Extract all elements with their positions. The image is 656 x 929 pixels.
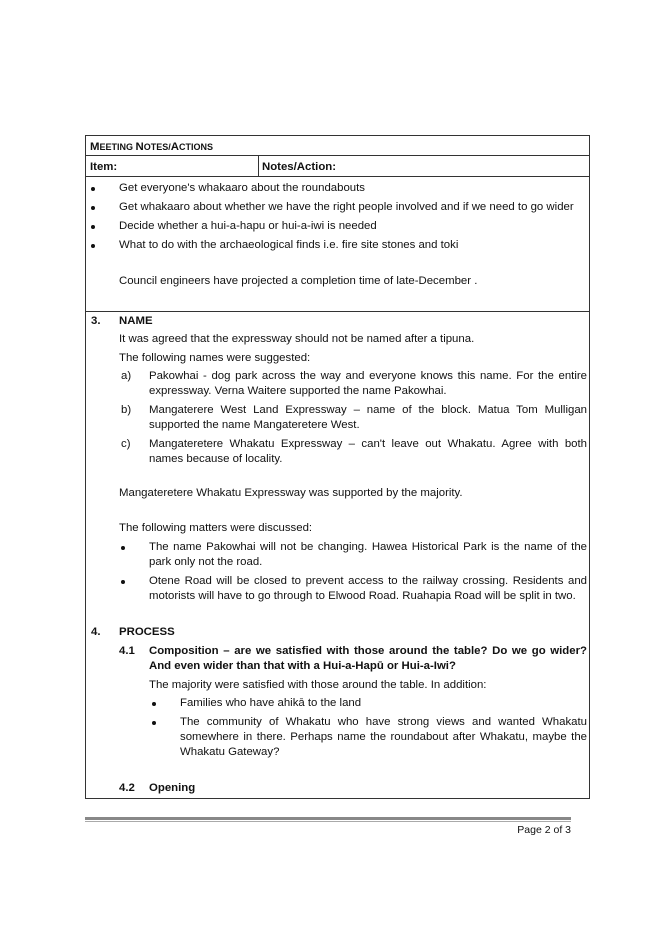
list-item: The community of Whakatu who have strong views and wanted Whakatu somewhere in there. Perhaps name the roundabout after Whakatu, maybe the Whakatu Gateway?	[180, 716, 587, 758]
list-item: Decide whether a hui-a-hapu or hui-a-iwi is needed	[119, 220, 377, 232]
discussed-intro: The following matters were discussed:	[119, 522, 313, 534]
paragraph: The following names were suggested:	[119, 352, 311, 364]
list-item: The name Pakowhai will not be changing. Hawea Historical Park is the name of the park only not the road.	[149, 541, 587, 568]
item-column-header: Item:	[90, 161, 118, 173]
completion-note: Council engineers have projected a completion time of late-December .	[119, 275, 478, 287]
footer-rule	[85, 817, 571, 820]
bullet-icon	[91, 244, 95, 248]
column-divider	[258, 156, 259, 176]
option-text: Mangaterere West Land Expressway – name of the block. Matua Tom Mulligan supported the name Mangateretere West.	[149, 404, 587, 431]
option-letter: a)	[121, 370, 132, 382]
footer-rule-thin	[85, 821, 571, 822]
notes-column-header: Notes/Action:	[262, 161, 337, 173]
section-divider	[86, 311, 589, 312]
subsection-number: 4.1	[119, 645, 135, 657]
list-item: Get whakaaro about whether we have the right people involved and if we need to go wider	[119, 201, 574, 213]
section-number: 4.	[91, 626, 101, 638]
meeting-notes-table	[85, 135, 590, 799]
bullet-icon	[121, 546, 125, 550]
section-heading: NAME	[119, 315, 153, 327]
list-item: Families who have ahikā to the land	[180, 697, 362, 709]
bullet-icon	[152, 702, 156, 706]
list-item: What to do with the archaeological finds i.e. fire site stones and toki	[119, 239, 459, 251]
table-title-row	[86, 136, 589, 156]
table-header-row	[86, 156, 589, 177]
table-title: MEETING NOTES/ACTIONS	[90, 141, 214, 153]
bullet-icon	[121, 580, 125, 584]
option-letter: b)	[121, 404, 132, 416]
option-letter: c)	[121, 438, 131, 450]
subsection-title: Opening	[149, 782, 196, 794]
section-heading: PROCESS	[119, 626, 175, 638]
subsection-title: Composition – are we satisfied with those around the table? Do we go wider? And even wider than that with a Hui-a-Hapū or Hui-a-Iwi?	[149, 645, 587, 672]
bullet-icon	[91, 225, 95, 229]
paragraph: The majority were satisfied with those around the table. In addition:	[149, 679, 487, 691]
bullet-icon	[91, 206, 95, 210]
bullet-icon	[91, 187, 95, 191]
subsection-number: 4.2	[119, 782, 135, 794]
bullet-icon	[152, 721, 156, 725]
option-text: Mangateretere Whakatu Expressway – can't leave out Whakatu. Agree with both names because of locality.	[149, 438, 587, 465]
page-number: Page 2 of 3	[517, 824, 571, 836]
option-text: Pakowhai - dog park across the way and everyone knows this name. For the entire expressway. Verna Waitere supported the name Pakowhai.	[149, 370, 587, 397]
list-item: Get everyone's whakaaro about the roundabouts	[119, 182, 365, 194]
list-item: Otene Road will be closed to prevent access to the railway crossing. Residents and motorists will have to go through to Elwood Road. Ruahapia Road will be split in two.	[149, 575, 587, 602]
section-number: 3.	[91, 315, 101, 327]
paragraph: It was agreed that the expressway should not be named after a tipuna.	[119, 333, 475, 345]
majority-note: Mangateretere Whakatu Expressway was supported by the majority.	[119, 487, 463, 499]
